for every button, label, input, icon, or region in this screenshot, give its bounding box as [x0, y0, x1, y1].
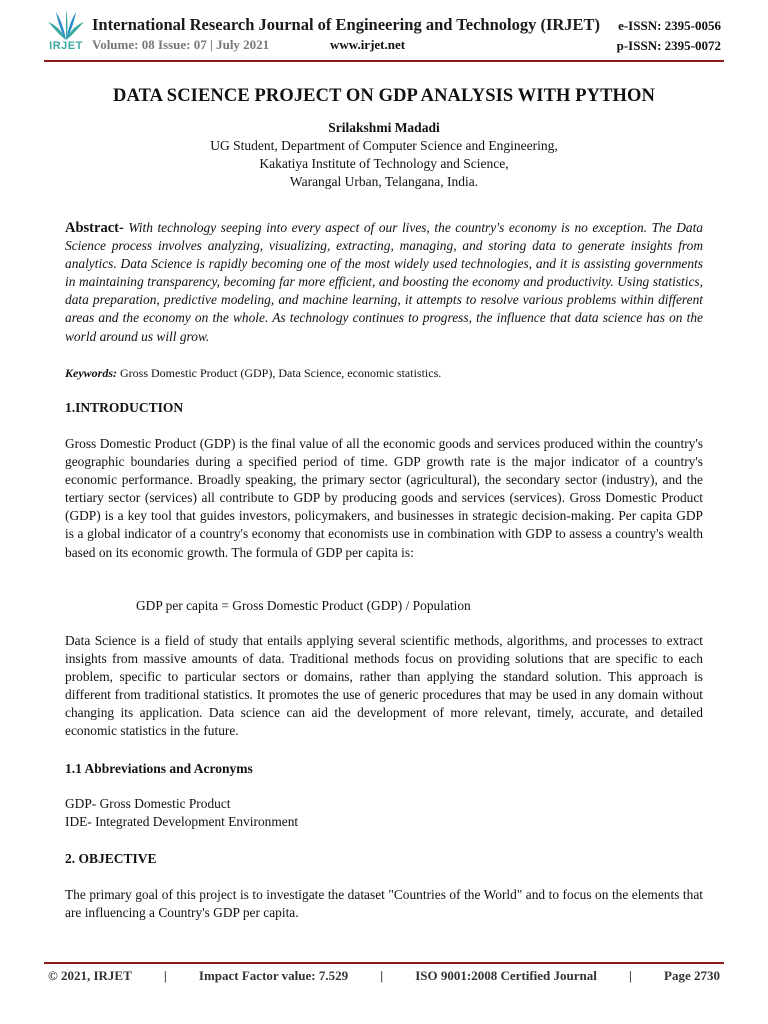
footer-separator: |: [380, 968, 384, 983]
section-heading-objective: 2. OBJECTIVE: [65, 851, 157, 866]
paragraph: Gross Domestic Product (GDP) is the final value of all the economic goods and services produced within the country's geographic boundaries during a specified period of time. GDP growth rate is the major indicator of a country's economic performance. Broadly speaking, the primary sector (agricultural), the secondary sector (industry), and the tertiary sector (services) all contribute to GDP by producing goods and services (services). Gross Domestic Product (GDP) is a key tool that guides investors, policymakers, and businesses in strategic decision-making. Per capita GDP is a global indicator of a country's economy that economists use in combination with GDP to assess a country's wealth based on its economic growth. The formula of GDP per capita is:: [65, 436, 703, 560]
header-divider: [44, 60, 724, 62]
affiliation-line: Kakatiya Institute of Technology and Science,: [259, 156, 509, 171]
keywords-text: Gross Domestic Product (GDP), Data Science, economic statistics.: [117, 366, 442, 380]
irjet-logo: [44, 8, 88, 56]
abstract-label: Abstract-: [65, 220, 124, 236]
iso-certification: ISO 9001:2008 Certified Journal: [415, 968, 597, 983]
leaf-icon: [44, 8, 88, 42]
author-name: Srilakshmi Madadi: [328, 120, 440, 135]
journal-website-link[interactable]: www.irjet.net: [330, 37, 406, 52]
abbreviation-item: GDP- Gross Domestic Product: [65, 796, 231, 811]
paper-title: DATA SCIENCE PROJECT ON GDP ANALYSIS WITH PYTHON: [113, 86, 655, 106]
section-heading-introduction: 1.INTRODUCTION: [65, 400, 184, 415]
paragraph: Data Science is a field of study that entails applying several scientific methods, algorithms, and processes to extract insights from massive amounts of data. Traditional methods focus on providing solutions that are specific to each problem, specific to particular sectors or domains, rather than applying the standard solution. This approach is different from traditional statistics. It promotes the use of generic procedures that may be used in any domain without changing its application. Data science can aid the development of more relevant, timely, accurate, and detailed economic statistics in the future.: [65, 633, 703, 739]
formula: GDP per capita = Gross Domestic Product (GDP) / Population: [136, 598, 471, 613]
p-issn: p-ISSN: 2395-0072: [616, 38, 721, 53]
affiliation-line: UG Student, Department of Computer Science and Engineering,: [210, 138, 558, 153]
abstract-text: With technology seeping into every aspect of our lives, the country's economy is no exception. The Data Science process involves analyzing, visualizing, extracting, managing, and storing data to generate insights from analytics. Data Science is rapidly becoming one of the most widely used technologies, and it is assisting governments in maintaining transparency, becoming far more efficient, and boosting the economy and productivity. Using statistics, data preparation, predictive modeling, and machine learning, it attempts to resolve various problems within different areas and the economy on the whole. As technology continues to progress, the influence that data science has on the world around us will grow.: [65, 220, 703, 344]
keywords: [65, 364, 703, 382]
affiliation-line: Warangal Urban, Telangana, India.: [289, 174, 479, 189]
abbreviation-item: IDE- Integrated Development Environment: [65, 814, 299, 829]
paragraph: The primary goal of this project is to investigate the dataset "Countries of the World" and to focus on the elements that are influencing a Country's GDP per capita.: [65, 887, 703, 921]
journal-footer: [48, 968, 720, 984]
logo-text: IRJET: [49, 40, 83, 52]
journal-header: [0, 0, 768, 64]
volume-issue: Volume: 08 Issue: 07 | July 2021: [92, 37, 270, 52]
impact-factor: Impact Factor value: 7.529: [198, 968, 349, 983]
section-heading-abbreviations: 1.1 Abbreviations and Acronyms: [65, 761, 253, 776]
page-number: Page 2730: [664, 968, 720, 983]
e-issn: e-ISSN: 2395-0056: [618, 18, 721, 33]
copyright: © 2021, IRJET: [48, 968, 132, 983]
journal-title: International Research Journal of Engineering and Technology (IRJET): [92, 15, 601, 34]
footer-separator: |: [629, 968, 632, 983]
footer-divider: [44, 962, 724, 964]
keywords-label: Keywords:: [65, 366, 117, 380]
abstract: [65, 219, 703, 346]
footer-separator: |: [163, 968, 167, 983]
